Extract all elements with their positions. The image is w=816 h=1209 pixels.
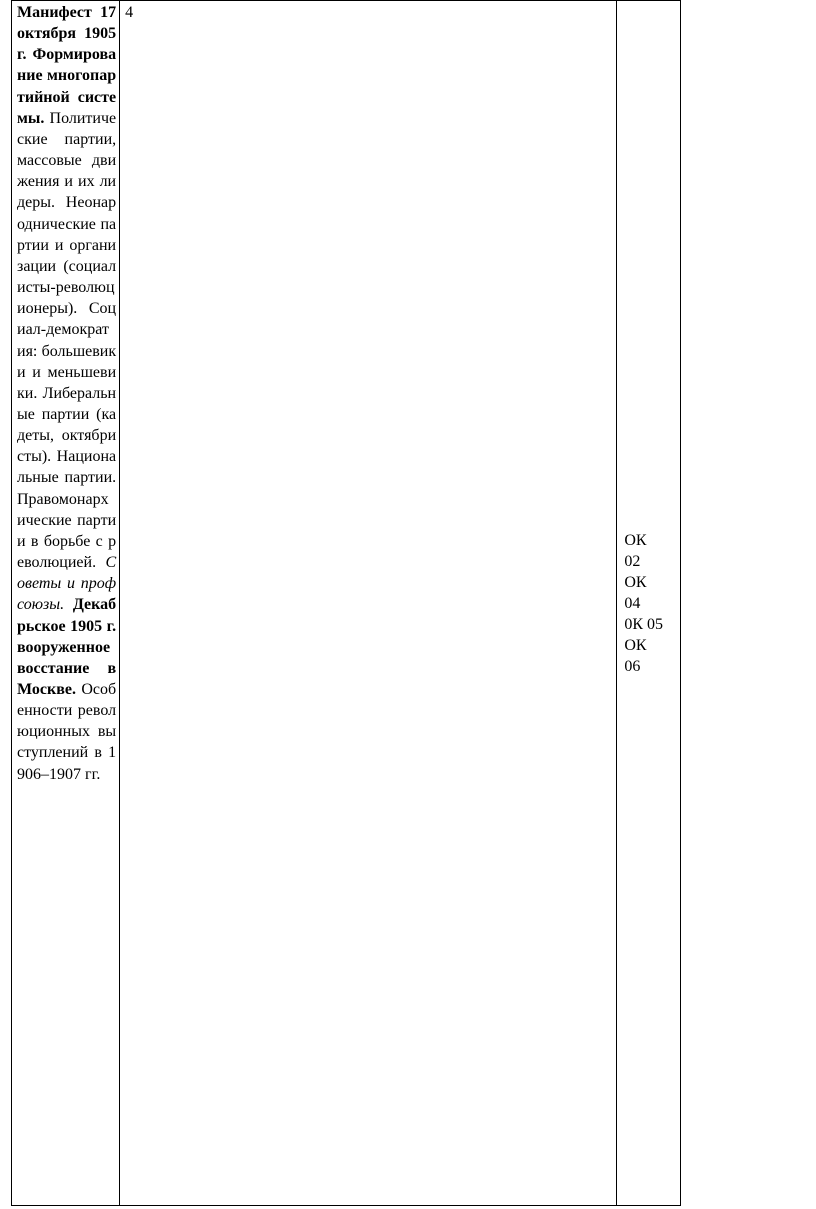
competency-line: ОК (624, 636, 647, 654)
topic-body: Политические партии, массовые движения и их лидеры. Неонароднические партии и организации (социалисты-революционеры). Социал-демократия: большевики и меньшевики. Либеральные партии (кадеты, октябристы). Национальные партии. Правомонархические партии в борьбе с революцией. (17, 109, 117, 572)
competency-line: ОК (624, 573, 647, 591)
competency-line: 0К 05 (624, 615, 663, 633)
topic-bold-subheading: Декабрьское 1905 г. вооруженное восстание в Москве. (17, 596, 117, 698)
topic-italic-note: Советы и профсоюзы. (17, 554, 117, 614)
competencies-list (617, 530, 680, 677)
table-row (12, 1, 681, 1206)
competency-line: 04 (624, 594, 641, 612)
hours-value: 4 (125, 4, 134, 21)
curriculum-table (11, 0, 681, 1206)
competency-line: 06 (624, 657, 641, 675)
competency-line: ОК (624, 531, 647, 549)
hours-cell (120, 1, 617, 1206)
topic-body-end: Особенности революционных выступлений в 1906–1907 гг. (17, 681, 117, 783)
competency-line: 02 (624, 552, 641, 570)
topic-spacer (64, 596, 73, 613)
topic-cell (12, 1, 120, 1206)
competencies-cell (617, 1, 681, 1206)
topic-bold-heading: Манифест 17 октября 1905 г. Формирование многопартийной системы. (17, 4, 117, 127)
topic-text (12, 1, 119, 785)
